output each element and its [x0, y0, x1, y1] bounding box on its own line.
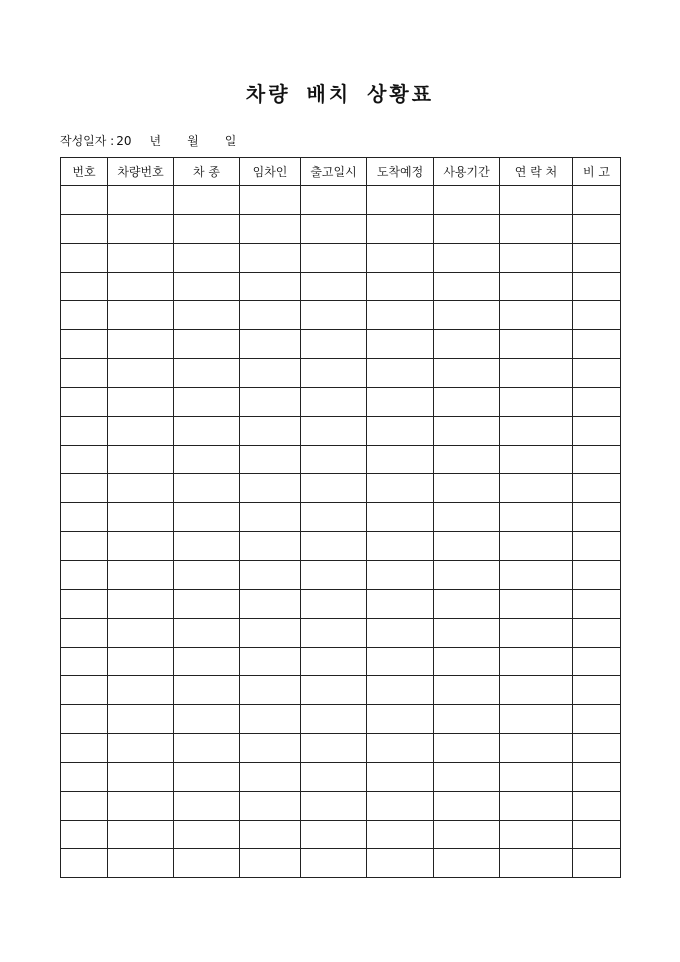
table-cell[interactable]	[174, 301, 240, 330]
table-row	[61, 214, 621, 243]
table-cell[interactable]	[500, 272, 573, 301]
table-cell[interactable]	[500, 705, 573, 734]
table-cell[interactable]	[434, 532, 500, 561]
table-cell[interactable]	[573, 503, 621, 532]
table-cell[interactable]	[573, 416, 621, 445]
col-header-vehicle-number: 차량번호	[108, 158, 174, 186]
table-cell[interactable]	[61, 762, 108, 791]
table-cell[interactable]	[434, 272, 500, 301]
table-cell[interactable]	[61, 359, 108, 388]
table-cell[interactable]	[434, 560, 500, 589]
table-cell[interactable]	[174, 445, 240, 474]
table-cell[interactable]	[573, 359, 621, 388]
table-cell[interactable]	[434, 676, 500, 705]
table-row	[61, 387, 621, 416]
table-cell[interactable]	[573, 820, 621, 849]
table-cell[interactable]	[367, 589, 434, 618]
table-cell[interactable]	[301, 762, 367, 791]
table-cell[interactable]	[500, 330, 573, 359]
table-cell[interactable]	[174, 705, 240, 734]
table-cell[interactable]	[61, 272, 108, 301]
form-title: 차량 배치 상황표	[245, 82, 435, 106]
table-cell[interactable]	[240, 647, 301, 676]
table-cell[interactable]	[240, 272, 301, 301]
col-header-expected-arrival: 도착예정	[367, 158, 434, 186]
table-cell[interactable]	[174, 676, 240, 705]
table-row	[61, 474, 621, 503]
table-cell[interactable]	[573, 791, 621, 820]
table-cell[interactable]	[61, 503, 108, 532]
table-row	[61, 560, 621, 589]
table-cell[interactable]	[573, 676, 621, 705]
table-cell[interactable]	[500, 387, 573, 416]
table-cell[interactable]	[108, 647, 174, 676]
table-row	[61, 532, 621, 561]
table-cell[interactable]	[108, 734, 174, 763]
col-header-departure-time: 출고일시	[301, 158, 367, 186]
table-cell[interactable]	[61, 474, 108, 503]
col-header-lessee: 임차인	[240, 158, 301, 186]
dispatch-table	[60, 157, 621, 878]
table-cell[interactable]	[174, 849, 240, 878]
table-cell[interactable]	[434, 214, 500, 243]
table-cell[interactable]	[108, 849, 174, 878]
table-cell[interactable]	[434, 647, 500, 676]
col-header-number: 번호	[61, 158, 108, 186]
table-cell[interactable]	[500, 647, 573, 676]
date-line	[60, 132, 236, 149]
table-cell[interactable]	[367, 820, 434, 849]
table-cell[interactable]	[108, 705, 174, 734]
table-cell[interactable]	[434, 186, 500, 215]
date-year-unit: 년	[149, 134, 162, 148]
col-header-contact: 연 락 처	[500, 158, 573, 186]
table-cell[interactable]	[301, 791, 367, 820]
table-row	[61, 445, 621, 474]
table-cell[interactable]	[301, 416, 367, 445]
table-cell[interactable]	[367, 676, 434, 705]
table-cell[interactable]	[174, 734, 240, 763]
table-cell[interactable]	[108, 387, 174, 416]
table-cell[interactable]	[61, 820, 108, 849]
table-cell[interactable]	[174, 214, 240, 243]
table-cell[interactable]	[108, 762, 174, 791]
table-cell[interactable]	[61, 589, 108, 618]
table-cell[interactable]	[500, 445, 573, 474]
table-cell[interactable]	[240, 532, 301, 561]
table-cell[interactable]	[240, 474, 301, 503]
table-cell[interactable]	[573, 532, 621, 561]
table-cell[interactable]	[367, 849, 434, 878]
table-cell[interactable]	[434, 734, 500, 763]
table-cell[interactable]	[573, 589, 621, 618]
table-row	[61, 301, 621, 330]
table-cell[interactable]	[301, 474, 367, 503]
table-cell[interactable]	[367, 445, 434, 474]
table-cell[interactable]	[573, 186, 621, 215]
table-cell[interactable]	[434, 589, 500, 618]
table-cell[interactable]	[240, 589, 301, 618]
table-cell[interactable]	[434, 791, 500, 820]
table-cell[interactable]	[434, 762, 500, 791]
table-cell[interactable]	[301, 214, 367, 243]
table-cell[interactable]	[240, 820, 301, 849]
table-cell[interactable]	[108, 214, 174, 243]
table-cell[interactable]	[434, 359, 500, 388]
table-cell[interactable]	[500, 532, 573, 561]
table-cell[interactable]	[174, 387, 240, 416]
table-row	[61, 647, 621, 676]
table-cell[interactable]	[301, 532, 367, 561]
table-cell[interactable]	[367, 330, 434, 359]
table-cell[interactable]	[174, 820, 240, 849]
col-header-remarks: 비 고	[573, 158, 621, 186]
table-cell[interactable]	[367, 503, 434, 532]
table-row	[61, 791, 621, 820]
table-cell[interactable]	[301, 676, 367, 705]
table-row	[61, 705, 621, 734]
table-cell[interactable]	[434, 243, 500, 272]
table-cell[interactable]	[240, 243, 301, 272]
table-cell[interactable]	[434, 705, 500, 734]
table-cell[interactable]	[301, 734, 367, 763]
table-cell[interactable]	[367, 532, 434, 561]
table-cell[interactable]	[367, 359, 434, 388]
table-cell[interactable]	[108, 676, 174, 705]
table-cell[interactable]	[573, 301, 621, 330]
table-cell[interactable]	[573, 849, 621, 878]
table-cell[interactable]	[301, 560, 367, 589]
table-cell[interactable]	[240, 301, 301, 330]
table-cell[interactable]	[108, 618, 174, 647]
table-cell[interactable]	[61, 301, 108, 330]
table-body	[61, 186, 621, 878]
table-cell[interactable]	[61, 618, 108, 647]
table-cell[interactable]	[240, 416, 301, 445]
table-cell[interactable]	[434, 301, 500, 330]
table-cell[interactable]	[61, 734, 108, 763]
table-cell[interactable]	[367, 272, 434, 301]
table-row	[61, 186, 621, 215]
table-cell[interactable]	[61, 186, 108, 215]
table-cell[interactable]	[240, 359, 301, 388]
table-cell[interactable]	[174, 186, 240, 215]
table-cell[interactable]	[500, 474, 573, 503]
table-row	[61, 503, 621, 532]
table-cell[interactable]	[240, 214, 301, 243]
table-cell[interactable]	[573, 445, 621, 474]
table-cell[interactable]	[367, 301, 434, 330]
table-cell[interactable]	[240, 734, 301, 763]
table-cell[interactable]	[500, 359, 573, 388]
table-cell[interactable]	[240, 676, 301, 705]
table-cell[interactable]	[500, 618, 573, 647]
table-cell[interactable]	[573, 243, 621, 272]
table-cell[interactable]	[174, 416, 240, 445]
table-cell[interactable]	[108, 416, 174, 445]
table-cell[interactable]	[108, 243, 174, 272]
table-cell[interactable]	[61, 416, 108, 445]
table-cell[interactable]	[174, 560, 240, 589]
table-cell[interactable]	[174, 762, 240, 791]
table-cell[interactable]	[301, 647, 367, 676]
table-row	[61, 762, 621, 791]
table-cell[interactable]	[500, 186, 573, 215]
table-cell[interactable]	[301, 820, 367, 849]
table-cell[interactable]	[367, 214, 434, 243]
table-cell[interactable]	[301, 272, 367, 301]
table-cell[interactable]	[367, 416, 434, 445]
table-cell[interactable]	[573, 214, 621, 243]
table-cell[interactable]	[174, 589, 240, 618]
table-cell[interactable]	[240, 762, 301, 791]
table-cell[interactable]	[434, 387, 500, 416]
table-cell[interactable]	[61, 849, 108, 878]
table-cell[interactable]	[500, 734, 573, 763]
table-cell[interactable]	[434, 330, 500, 359]
table-cell[interactable]	[573, 272, 621, 301]
table-cell[interactable]	[240, 503, 301, 532]
table-row	[61, 589, 621, 618]
table-row	[61, 359, 621, 388]
table-cell[interactable]	[174, 474, 240, 503]
table-cell[interactable]	[108, 272, 174, 301]
table-cell[interactable]	[301, 618, 367, 647]
table-row	[61, 820, 621, 849]
table-cell[interactable]	[573, 705, 621, 734]
table-cell[interactable]	[301, 243, 367, 272]
table-cell[interactable]	[108, 560, 174, 589]
table-cell[interactable]	[301, 445, 367, 474]
table-cell[interactable]	[174, 647, 240, 676]
table-row	[61, 849, 621, 878]
table-cell[interactable]	[301, 359, 367, 388]
table-cell[interactable]	[108, 474, 174, 503]
date-year-prefix: 20	[116, 134, 132, 148]
table-cell[interactable]	[301, 186, 367, 215]
date-label: 작성일자 :	[60, 134, 115, 148]
table-cell[interactable]	[240, 330, 301, 359]
table-cell[interactable]	[367, 387, 434, 416]
table-cell[interactable]	[500, 676, 573, 705]
table-cell[interactable]	[108, 359, 174, 388]
table-cell[interactable]	[573, 762, 621, 791]
table-cell[interactable]	[240, 705, 301, 734]
table-cell[interactable]	[240, 618, 301, 647]
table-cell[interactable]	[301, 589, 367, 618]
date-day-unit: 일	[224, 134, 237, 148]
table-cell[interactable]	[61, 445, 108, 474]
table-cell[interactable]	[500, 762, 573, 791]
table-cell[interactable]	[500, 560, 573, 589]
table-cell[interactable]	[500, 820, 573, 849]
table-cell[interactable]	[174, 243, 240, 272]
table-row	[61, 676, 621, 705]
table-cell[interactable]	[434, 474, 500, 503]
table-cell[interactable]	[367, 186, 434, 215]
table-cell[interactable]	[573, 618, 621, 647]
table-cell[interactable]	[108, 791, 174, 820]
table-cell[interactable]	[367, 791, 434, 820]
table-cell[interactable]	[108, 532, 174, 561]
table-cell[interactable]	[61, 532, 108, 561]
table-cell[interactable]	[367, 243, 434, 272]
table-cell[interactable]	[367, 618, 434, 647]
table-cell[interactable]	[61, 560, 108, 589]
table-cell[interactable]	[108, 503, 174, 532]
table-cell[interactable]	[434, 445, 500, 474]
table-cell[interactable]	[240, 849, 301, 878]
table-cell[interactable]	[301, 503, 367, 532]
table-row	[61, 272, 621, 301]
table-cell[interactable]	[301, 330, 367, 359]
table-row	[61, 416, 621, 445]
table-cell[interactable]	[174, 791, 240, 820]
table-cell[interactable]	[573, 647, 621, 676]
table-cell[interactable]	[61, 243, 108, 272]
table-cell[interactable]	[240, 791, 301, 820]
table-cell[interactable]	[434, 849, 500, 878]
table-row	[61, 734, 621, 763]
table-cell[interactable]	[500, 214, 573, 243]
table-cell[interactable]	[61, 676, 108, 705]
table-cell[interactable]	[500, 589, 573, 618]
table-cell[interactable]	[108, 445, 174, 474]
table-cell[interactable]	[434, 503, 500, 532]
table-cell[interactable]	[108, 589, 174, 618]
table-cell[interactable]	[573, 387, 621, 416]
table-cell[interactable]	[61, 791, 108, 820]
table-cell[interactable]	[61, 330, 108, 359]
table-cell[interactable]	[367, 705, 434, 734]
table-cell[interactable]	[61, 387, 108, 416]
col-header-vehicle-type: 차 종	[174, 158, 240, 186]
table-row	[61, 243, 621, 272]
table-cell[interactable]	[500, 301, 573, 330]
table-row	[61, 618, 621, 647]
table-cell[interactable]	[500, 849, 573, 878]
table-cell[interactable]	[108, 330, 174, 359]
table-cell[interactable]	[367, 474, 434, 503]
table-cell[interactable]	[500, 503, 573, 532]
table-cell[interactable]	[301, 849, 367, 878]
table-cell[interactable]	[500, 243, 573, 272]
table-cell[interactable]	[573, 330, 621, 359]
table-cell[interactable]	[61, 214, 108, 243]
table-cell[interactable]	[367, 560, 434, 589]
table-cell[interactable]	[61, 705, 108, 734]
date-month-unit: 월	[187, 134, 199, 148]
table-cell[interactable]	[573, 474, 621, 503]
table-cell[interactable]	[108, 820, 174, 849]
table-cell[interactable]	[434, 416, 500, 445]
table-cell[interactable]	[301, 301, 367, 330]
table-cell[interactable]	[240, 560, 301, 589]
table-cell[interactable]	[500, 791, 573, 820]
table-cell[interactable]	[367, 647, 434, 676]
table-cell[interactable]	[240, 186, 301, 215]
table-cell[interactable]	[174, 503, 240, 532]
table-cell[interactable]	[434, 820, 500, 849]
table-cell[interactable]	[61, 647, 108, 676]
table-cell[interactable]	[573, 734, 621, 763]
table-cell[interactable]	[434, 618, 500, 647]
table-row	[61, 330, 621, 359]
table-cell[interactable]	[240, 445, 301, 474]
table-cell[interactable]	[301, 387, 367, 416]
table-cell[interactable]	[174, 359, 240, 388]
col-header-usage-period: 사용기간	[434, 158, 500, 186]
table-cell[interactable]	[108, 186, 174, 215]
table-cell[interactable]	[174, 532, 240, 561]
table-cell[interactable]	[174, 618, 240, 647]
table-cell[interactable]	[108, 301, 174, 330]
table-cell[interactable]	[174, 330, 240, 359]
table-header-row	[61, 158, 621, 186]
table-cell[interactable]	[174, 272, 240, 301]
table-cell[interactable]	[301, 705, 367, 734]
table-cell[interactable]	[573, 560, 621, 589]
table-cell[interactable]	[367, 734, 434, 763]
table-cell[interactable]	[367, 762, 434, 791]
table-cell[interactable]	[240, 387, 301, 416]
table-cell[interactable]	[500, 416, 573, 445]
